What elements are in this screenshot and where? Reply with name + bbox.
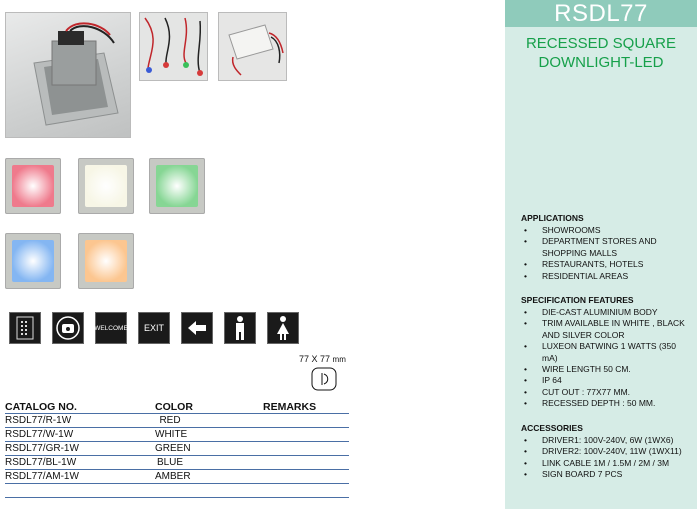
driver-illustration — [219, 13, 286, 80]
applications-section — [521, 213, 692, 282]
list-item: • DRIVER1: 100V-240V, 6W (1WX6) — [521, 435, 692, 446]
catalog-cell: RSDL77/BL-1W — [5, 457, 77, 468]
product-photo-driver — [218, 12, 287, 81]
list-item: • TRIM AVAILABLE IN WHITE , BLACK AND SILVER COLOR — [521, 318, 692, 341]
product-title-line1: RECESSED SQUARE — [525, 35, 677, 52]
catalog-table — [5, 400, 349, 498]
table-row-empty — [5, 484, 349, 498]
tile-red — [5, 158, 61, 214]
color-cell: BLUE — [156, 457, 184, 468]
list-item: • DEPARTMENT STORES AND SHOPPING MALLS — [521, 236, 692, 259]
specification-list — [521, 307, 692, 410]
catalog-cell: RSDL77/GR-1W — [5, 443, 79, 454]
tile-amber — [78, 233, 134, 289]
product-code-banner — [505, 0, 697, 27]
list-item: • DIE-CAST ALUMINIUM BODY — [521, 307, 692, 318]
cutout-unit-text: mm — [332, 355, 346, 364]
list-item: • CUT OUT : 77X77 MM. — [521, 387, 692, 398]
list-item: • RESTAURANTS, HOTELS — [521, 259, 692, 270]
product-code: RSDL77 — [554, 0, 648, 27]
color-cell: RED — [159, 415, 181, 426]
product-title-line2: DOWNLIGHT-LED — [538, 54, 664, 71]
table-row — [5, 442, 349, 456]
tile-red-glow — [12, 165, 54, 207]
sign-telephone-icon — [52, 312, 84, 344]
list-item: • WIRE LENGTH 50 CM. — [521, 364, 692, 375]
list-item: • DRIVER2: 100V-240V, 11W (1WX11) — [521, 446, 692, 457]
table-row — [5, 414, 349, 428]
product-photo-fixture — [5, 12, 131, 138]
recessed-symbol-icon — [311, 367, 337, 391]
tile-white — [78, 158, 134, 214]
product-title — [505, 34, 697, 72]
color-cell: AMBER — [155, 471, 191, 482]
header-remarks: REMARKS — [263, 401, 317, 413]
table-header — [5, 400, 349, 414]
applications-list — [521, 225, 692, 282]
color-cell: WHITE — [155, 429, 188, 440]
specification-title: SPECIFICATION FEATURES — [521, 295, 634, 305]
header-catalog: CATALOG NO. — [5, 401, 77, 413]
applications-title: APPLICATIONS — [521, 213, 584, 223]
fixture-illustration — [6, 13, 130, 137]
header-color: COLOR — [155, 401, 193, 413]
cutout-dimension — [299, 354, 346, 364]
tile-white-glow — [85, 165, 127, 207]
sign-dots-icon — [9, 312, 41, 344]
list-item: • SIGN BOARD 7 PCS — [521, 469, 692, 480]
list-item: • LUXEON BATWING 1 WATTS (350 mA) — [521, 341, 692, 364]
sign-exit — [138, 312, 170, 344]
catalog-cell: RSDL77/AM-1W — [5, 471, 79, 482]
sign-woman-icon — [267, 312, 299, 344]
sign-exit-label: EXIT — [143, 323, 164, 333]
sign-arrow-left-icon — [181, 312, 213, 344]
sign-welcome-label: WELCOME — [94, 324, 128, 332]
color-cell: GREEN — [155, 443, 191, 454]
specification-section — [521, 295, 692, 410]
accessories-section — [521, 423, 692, 481]
table-row — [5, 456, 349, 470]
accessories-list — [521, 435, 692, 481]
cutout-dim-text: 77 X 77 — [299, 354, 331, 364]
list-item: • LINK CABLE 1M / 1.5M / 2M / 3M — [521, 458, 692, 469]
product-photo-led-wires — [139, 12, 208, 81]
table-row — [5, 428, 349, 442]
sign-man-icon — [224, 312, 256, 344]
tile-amber-glow — [85, 240, 127, 282]
tile-blue-glow — [12, 240, 54, 282]
list-item: • IP 64 — [521, 375, 692, 386]
catalog-cell: RSDL77/W-1W — [5, 429, 74, 440]
sign-welcome — [95, 312, 127, 344]
list-item: • RESIDENTIAL AREAS — [521, 271, 692, 282]
tile-green-glow — [156, 165, 198, 207]
led-wires-illustration — [140, 13, 207, 80]
tile-blue — [5, 233, 61, 289]
catalog-cell: RSDL77/R-1W — [5, 415, 72, 426]
accessories-title: ACCESSORIES — [521, 423, 583, 433]
list-item: • RECESSED DEPTH : 50 MM. — [521, 398, 692, 409]
table-row — [5, 470, 349, 484]
list-item: • SHOWROOMS — [521, 225, 692, 236]
tile-green — [149, 158, 205, 214]
